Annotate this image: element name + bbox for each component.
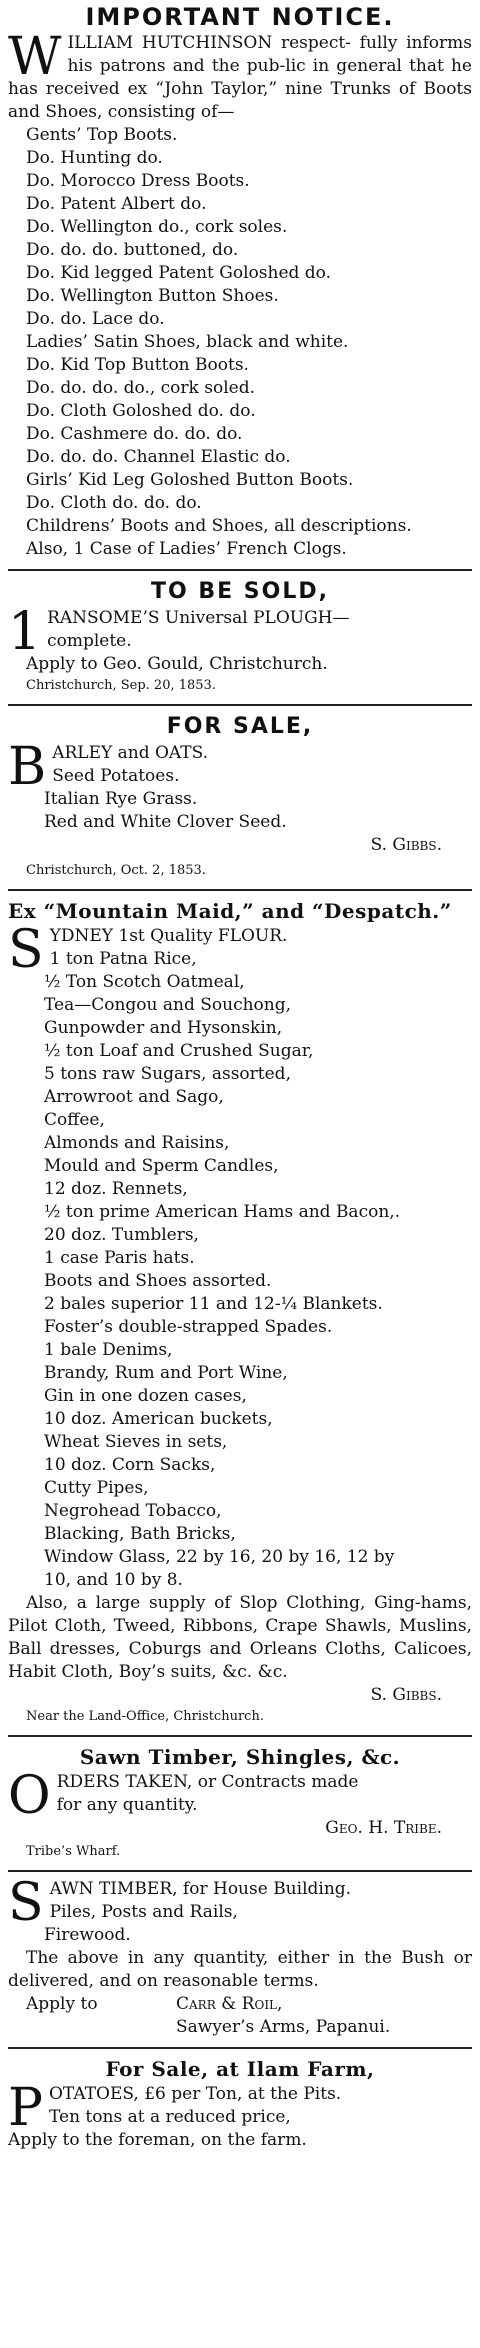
drop-cap: P xyxy=(8,2078,43,2138)
list-item: ½ ton prime American Hams and Bacon,. xyxy=(44,1202,401,1222)
item-list xyxy=(8,948,472,1592)
list-item: Do. do. Lace do. xyxy=(26,309,165,329)
divider xyxy=(8,889,472,891)
list-item: ½ ton Loaf and Crushed Sugar, xyxy=(44,1041,314,1061)
apply-line: Apply to Geo. Gould, Christchurch. xyxy=(26,654,328,674)
signature: Carr & Roil, xyxy=(176,1994,283,2014)
list-item: ½ Ton Scotch Oatmeal, xyxy=(44,972,245,992)
notice-lead: ARLEY and OATS. xyxy=(52,743,209,763)
list-item: 5 tons raw Sugars, assorted, xyxy=(44,1064,291,1084)
list-item: Do. do. do. Channel Elastic do. xyxy=(26,447,291,467)
list-item: Cutty Pipes, xyxy=(44,1478,149,1498)
apply-line: Apply to xyxy=(26,1994,98,2014)
notice-lead: AWN TIMBER, for House Building. xyxy=(49,1879,352,1899)
notice-lead: RDERS TAKEN, or Contracts made xyxy=(56,1772,359,1792)
list-item: Also, 1 Case of Ladies’ French Clogs. xyxy=(26,539,347,559)
list-item: 2 bales superior 11 and 12-¼ Blankets. xyxy=(44,1294,383,1314)
divider xyxy=(8,2047,472,2049)
list-item: Do. Kid Top Button Boots. xyxy=(26,355,249,375)
notice-body: fully informs his patrons and the pub-lic in general that he has received ex “John Taylor,” nine Trunks of Boots and Shoes, consisting of— xyxy=(8,33,473,122)
list-item: Do. Cashmere do. do. do. xyxy=(26,424,243,444)
list-item: Negrohead Tobacco, xyxy=(44,1501,222,1521)
list-item: 10, and 10 by 8. xyxy=(44,1570,183,1590)
list-item: Window Glass, 22 by 16, 20 by 16, 12 by xyxy=(44,1547,395,1567)
notice-line: Apply to the foreman, on the farm. xyxy=(8,2130,307,2150)
notice-heading: TO BE SOLD, xyxy=(150,579,329,604)
divider xyxy=(8,1870,472,1872)
list-item: Do. Wellington Button Shoes. xyxy=(26,286,279,306)
list-item: Italian Rye Grass. xyxy=(44,789,198,809)
notice-lead: RANSOME’S Universal PLOUGH— xyxy=(47,608,350,628)
list-item: Gin in one dozen cases, xyxy=(44,1386,247,1406)
list-item: Firewood. xyxy=(44,1925,131,1945)
notice-hutchinson xyxy=(8,2,472,561)
notice-potatoes xyxy=(8,2055,472,2152)
item-list xyxy=(8,765,472,834)
dateline: Christchurch, Sep. 20, 1853. xyxy=(26,678,216,693)
list-item: Gents’ Top Boots. xyxy=(26,125,178,145)
list-item: 1 case Paris hats. xyxy=(44,1248,195,1268)
list-item: Blacking, Bath Bricks, xyxy=(44,1524,236,1544)
notice-body: Also, a large supply of Slop Clothing, Ging-hams, Pilot Cloth, Tweed, Ribbons, Crape Shawls, Muslins, Ball dresses, Coburgs and Orleans Cloths, Calicoes, Habit Cloth, Boy’s suits, &c. &c. xyxy=(8,1593,472,1682)
list-item: Boots and Shoes assorted. xyxy=(44,1271,272,1291)
list-item: Piles, Posts and Rails, xyxy=(49,1902,238,1922)
list-item: Coffee, xyxy=(44,1110,105,1130)
list-item: Do. Hunting do. xyxy=(26,148,163,168)
list-item: 1 ton Patna Rice, xyxy=(49,949,197,969)
notice-line: Ten tons at a reduced price, xyxy=(49,2107,291,2127)
list-item: Seed Potatoes. xyxy=(52,766,180,786)
list-item: Do. Kid legged Patent Goloshed do. xyxy=(26,263,332,283)
list-item: Arrowroot and Sago, xyxy=(44,1087,224,1107)
list-item: Do. Morocco Dress Boots. xyxy=(26,171,250,191)
list-item: 20 doz. Tumblers, xyxy=(44,1225,199,1245)
list-item: Do. Cloth Goloshed do. do. xyxy=(26,401,256,421)
notice-body: The above in any quantity, either in the Bush or delivered, and on reasonable terms. xyxy=(8,1948,472,1991)
list-item: Girls’ Kid Leg Goloshed Button Boots. xyxy=(26,470,354,490)
list-item: Foster’s double-strapped Spades. xyxy=(44,1317,333,1337)
notice-heading: Ex “Mountain Maid,” and “Despatch.” xyxy=(8,899,452,923)
drop-cap: O xyxy=(8,1766,51,1826)
notice-sawn-timber-carr xyxy=(8,1873,472,2039)
divider xyxy=(8,569,472,571)
dateline: Tribe’s Wharf. xyxy=(26,1844,121,1859)
divider xyxy=(8,704,472,706)
list-item: Do. Patent Albert do. xyxy=(26,194,207,214)
list-item: Do. Wellington do., cork soles. xyxy=(26,217,288,237)
list-item: Brandy, Rum and Port Wine, xyxy=(44,1363,288,1383)
newspaper-column xyxy=(0,2,480,2348)
signature-address: Sawyer’s Arms, Papanui. xyxy=(176,2017,391,2037)
drop-cap: 1 xyxy=(8,602,42,662)
drop-cap: S xyxy=(8,920,44,980)
notice-heading: IMPORTANT NOTICE. xyxy=(85,3,395,31)
notice-sydney-flour xyxy=(8,897,472,1727)
list-item: Childrens’ Boots and Shoes, all descriptions. xyxy=(26,516,412,536)
notice-plough xyxy=(8,577,472,696)
notice-heading: Sawn Timber, Shingles, &c. xyxy=(79,1745,401,1769)
list-item: Do. Cloth do. do. do. xyxy=(26,493,202,513)
item-list xyxy=(8,124,472,561)
list-item: 1 bale Denims, xyxy=(44,1340,173,1360)
notice-lead: YDNEY 1st Quality FLOUR. xyxy=(49,926,288,946)
divider xyxy=(8,1735,472,1737)
list-item: Almonds and Raisins, xyxy=(44,1133,230,1153)
list-item: Gunpowder and Hysonskin, xyxy=(44,1018,283,1038)
dateline: Near the Land-Office, Christchurch. xyxy=(26,1709,264,1724)
drop-cap: W xyxy=(8,27,62,87)
apply-row xyxy=(8,1993,472,2016)
drop-cap: S xyxy=(8,1873,44,1933)
item-list xyxy=(8,1901,472,1947)
list-item: Tea—Congou and Souchong, xyxy=(44,995,292,1015)
drop-cap: B xyxy=(8,737,47,797)
list-item: Ladies’ Satin Shoes, black and white. xyxy=(26,332,349,352)
dateline: Christchurch, Oct. 2, 1853. xyxy=(26,863,206,878)
signature: S. Gibbs. xyxy=(370,1685,442,1705)
list-item: Do. do. do. do., cork soled. xyxy=(26,378,255,398)
list-item: Do. do. do. buttoned, do. xyxy=(26,240,239,260)
notice-heading: For Sale, at Ilam Farm, xyxy=(105,2057,375,2081)
notice-lead: OTATOES, £6 per Ton, at the Pits. xyxy=(49,2084,342,2104)
signature: Geo. H. Tribe. xyxy=(325,1818,442,1838)
list-item: 10 doz. Corn Sacks, xyxy=(44,1455,216,1475)
notice-sawn-timber-tribe xyxy=(8,1743,472,1862)
list-item: Red and White Clover Seed. xyxy=(44,812,287,832)
notice-line: for any quantity. xyxy=(56,1795,198,1815)
notice-barley xyxy=(8,712,472,881)
notice-lead: ILLIAM HUTCHINSON respect- xyxy=(67,33,351,53)
signature: S. Gibbs. xyxy=(370,835,442,855)
list-item: Wheat Sieves in sets, xyxy=(44,1432,228,1452)
notice-line: complete. xyxy=(47,631,132,651)
list-item: 12 doz. Rennets, xyxy=(44,1179,188,1199)
notice-heading: FOR SALE, xyxy=(166,714,314,739)
list-item: 10 doz. American buckets, xyxy=(44,1409,273,1429)
list-item: Mould and Sperm Candles, xyxy=(44,1156,279,1176)
